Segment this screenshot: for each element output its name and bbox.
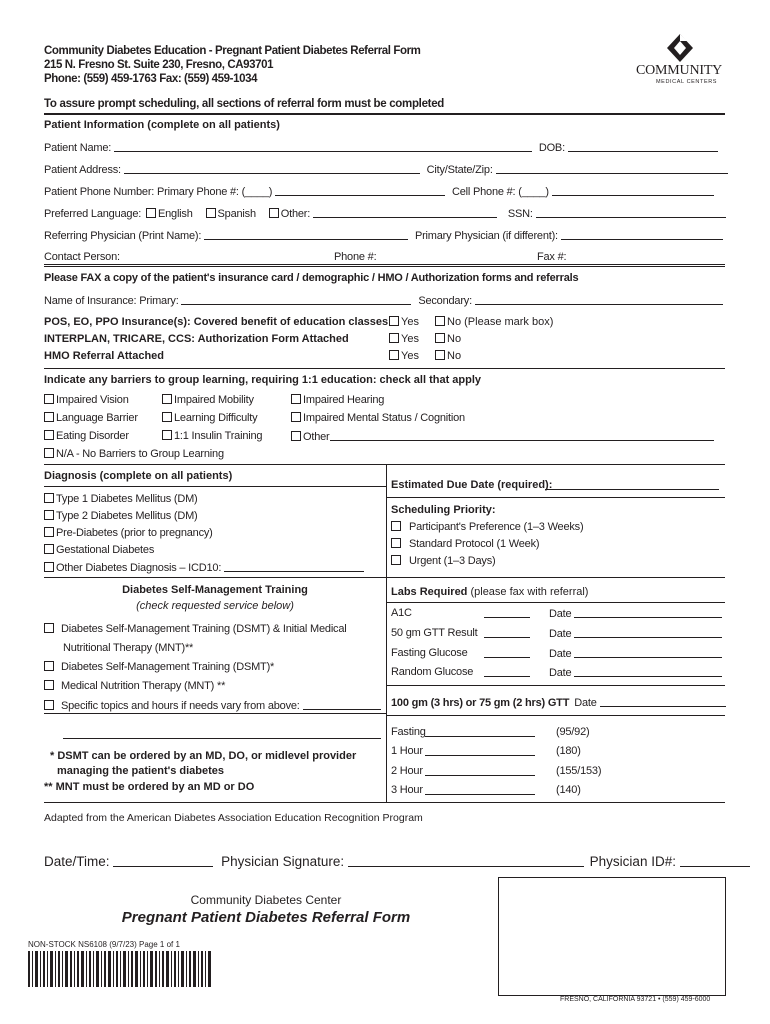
lab-result-field[interactable] [484,607,530,618]
checkbox[interactable] [44,510,54,520]
priority-label: Standard Protocol (1 Week) [409,538,540,550]
barrier-label: N/A - No Barriers to Group Learning [56,448,224,460]
barrier-label: Impaired Vision [56,394,129,406]
diagnosis-item [44,561,364,574]
gtt-reference: (180) [556,745,581,757]
divider [386,602,725,603]
lab-name: 50 gm GTT Result [391,627,478,639]
gtt-reference: (95/92) [556,726,590,738]
datetime-field[interactable] [113,853,213,867]
barrier-item [291,430,714,443]
diagnosis-label: Pre-Diabetes (prior to pregnancy) [56,527,213,539]
checkbox[interactable] [291,394,301,404]
barrier-item [162,412,257,424]
logo-subtitle: MEDICAL CENTERS [656,79,718,85]
gtt-hour-row [391,784,423,796]
label-box[interactable] [498,877,726,996]
checkbox[interactable] [44,562,54,572]
no-checkbox[interactable] [435,350,445,360]
cell-phone-label: Cell Phone #: (____) [451,186,549,198]
barrier-label: Language Barrier [56,412,138,424]
barrier-item [44,430,129,442]
divider [44,368,725,369]
barrier-item [44,448,224,460]
gtt-row [391,696,726,709]
priority-label: Urgent (1–3 Days) [409,555,496,567]
primary-insurance-label: Name of Insurance: Primary: [44,295,179,307]
dsmt-item [44,623,347,635]
lab-date-row [549,647,722,660]
dsmt-note-1: * DSMT can be ordered by an MD, DO, or midlevel provider [50,750,357,762]
datetime-label: Date/Time: [44,854,110,869]
dsmt-note-2: ** MNT must be ordered by an MD or DO [44,781,255,793]
physician-id-label: Physician ID#: [589,854,676,869]
gtt-hour-row [391,745,423,757]
checkbox[interactable] [44,700,54,710]
dsmt-label: Diabetes Self-Management Training (DSMT) & Initial Medical [61,623,347,635]
priority-item [391,521,583,533]
checkbox[interactable] [44,661,54,671]
diagnosis-item [44,510,198,522]
dob-field[interactable] [568,141,718,152]
checkbox[interactable] [162,394,172,404]
specific-topics-line[interactable] [63,728,381,739]
barrier-label: Other [303,431,330,443]
contact-phone-label: Phone #: [334,251,377,263]
dsmt-item-continued: Nutritional Therapy (MNT)** [63,642,194,654]
divider [44,486,386,487]
primary-phone-field[interactable] [275,185,445,196]
specific-topics-field[interactable] [303,699,381,710]
lab-date-field[interactable] [574,647,722,658]
diagnosis-label: Type 2 Diabetes Mellitus (DM) [56,510,198,522]
signature-label: Physician Signature: [221,854,345,869]
divider [44,713,386,714]
address-field[interactable] [124,163,420,174]
primary-physician-label: Primary Physician (if different): [414,230,558,242]
spanish-label: Spanish [217,208,256,220]
checkbox[interactable] [44,544,54,554]
dsmt-title: Diabetes Self-Management Training [122,584,308,596]
lab-date-row [549,627,722,640]
barrier-label: Impaired Hearing [303,394,385,406]
dsmt-item [44,661,274,673]
patient-name-label: Patient Name: [44,142,112,154]
priority-label: Participant's Preference (1–3 Weeks) [409,521,584,533]
diagnosis-item [44,544,154,556]
phone-row [44,185,714,198]
logo-name: COMMUNITY [636,63,723,78]
header-address: 215 N. Fresno St. Suite 230, Fresno, CA93701 [44,59,274,71]
insurance-name-row [44,294,723,307]
labs-title-row [391,586,588,598]
insurance-row-2-label: INTERPLAN, TRICARE, CCS: Authorization Form Attached [44,333,349,345]
scheduling-title: Scheduling Priority: [391,504,496,516]
gtt-hour-label: 3 Hour [391,784,423,796]
divider [386,715,725,716]
lab-row [391,666,473,678]
checkbox[interactable] [291,412,301,422]
icd10-field[interactable] [224,561,364,572]
labs-title: Labs Required [391,586,468,598]
yes-label: Yes [401,316,419,328]
cell-phone-field[interactable] [552,185,714,196]
barrier-item [44,412,138,424]
patient-name-field[interactable] [114,141,532,152]
date-label: Date [549,608,572,620]
diagnosis-label: Type 1 Diabetes Mellitus (DM) [56,493,198,505]
divider [386,497,725,498]
lab-row [391,607,412,619]
lab-result-field[interactable] [484,647,530,658]
lab-date-row [549,666,722,679]
referring-physician-label: Referring Physician (Print Name): [44,230,202,242]
gtt-hour-row [391,765,423,777]
barrier-label: Impaired Mobility [174,394,254,406]
city-label: City/State/Zip: [426,164,493,176]
lab-name: Fasting Glucose [391,647,468,659]
dsmt-subtitle: (check requested service below) [136,600,294,612]
center-name: Community Diabetes Center [190,893,342,907]
yes-checkbox[interactable] [389,350,399,360]
no-checkbox[interactable] [435,316,445,326]
lab-date-field[interactable] [574,627,722,638]
divider [386,577,725,578]
yes-checkbox[interactable] [389,316,399,326]
address-row [44,163,728,176]
form-header-title: Community Diabetes Education - Pregnant Patient Diabetes Referral Form [44,45,421,57]
divider [44,577,386,578]
gtt-hour-row [391,726,426,738]
diagnosis-item [44,493,198,505]
gtt-result-field[interactable] [425,784,535,795]
other-language-checkbox[interactable] [269,208,279,218]
footer-address: FRESNO, CALIFORNIA 93721 • (559) 459-6000 [560,996,711,1003]
barrier-label: Impaired Mental Status / Cognition [303,412,465,424]
barrier-label: Learning Difficulty [174,412,258,424]
gtt-hour-label: Fasting [391,726,426,738]
diagnosis-label: Other Diabetes Diagnosis – ICD10: [56,562,222,574]
ssn-field[interactable] [536,207,726,218]
lab-row [391,647,467,659]
checkbox[interactable] [391,521,401,531]
gtt-hour-label: 2 Hour [391,765,423,777]
logo-mark-icon [665,32,695,64]
language-row [44,207,726,220]
header-phone: Phone: (559) 459-1763 Fax: (559) 459-1034 [44,73,258,85]
date-label: Date [549,667,572,679]
insurance-row-1-label: POS, EO, PPO Insurance(s): Covered benefit of education classes [44,316,389,328]
insurance-row-1-options [389,316,553,328]
lab-name: A1C [391,607,412,619]
form-title: Pregnant Patient Diabetes Referral Form [121,909,411,926]
barcode-icon [28,951,214,989]
yes-label: Yes [401,333,419,345]
priority-item [391,555,495,567]
patient-name-row [44,141,718,154]
gtt-reference: (155/153) [556,765,602,777]
checkbox[interactable] [162,430,172,440]
gtt-date-label: Date [574,697,597,709]
secondary-insurance-label: Secondary: [418,295,472,307]
diagnosis-title: Diagnosis (complete on all patients) [44,470,233,482]
yes-checkbox[interactable] [389,333,399,343]
referring-physician-field[interactable] [204,229,408,240]
city-field[interactable] [496,163,728,174]
date-label: Date [549,628,572,640]
gtt-result-field[interactable] [425,745,535,756]
barrier-label: 1:1 Insulin Training [174,430,263,442]
barrier-label: Eating Disorder [56,430,129,442]
yes-label: Yes [401,350,419,362]
checkbox[interactable] [44,527,54,537]
diagnosis-label: Gestational Diabetes [56,544,155,556]
lab-name: Random Glucose [391,666,474,678]
date-label: Date [549,648,572,660]
checkbox[interactable] [391,555,401,565]
divider [386,685,725,686]
due-date-field[interactable] [545,479,719,490]
no-label: No [447,350,462,362]
gtt-title: 100 gm (3 hrs) or 75 gm (2 hrs) GTT [391,697,570,709]
barrier-item [44,394,129,406]
dsmt-label: Specific topics and hours if needs vary from above: [61,700,300,712]
lab-result-field[interactable] [484,627,530,638]
contact-row [44,251,725,265]
dsmt-item [44,699,381,712]
primary-insurance-field[interactable] [181,294,411,305]
checkbox[interactable] [291,431,301,441]
checkbox[interactable] [44,430,54,440]
other-language-field[interactable] [313,207,497,218]
insurance-row-3-options [389,350,461,362]
lab-date-row [549,607,722,620]
primary-physician-field[interactable] [561,229,723,240]
primary-phone-label: Patient Phone Number: Primary Phone #: (____) [44,186,273,198]
fax-note: Please FAX a copy of the patient's insurance card / demographic / HMO / Authorization forms and referrals [44,272,579,284]
gtt-result-field[interactable] [425,726,535,737]
physician-row [44,229,723,242]
barrier-item [162,394,254,406]
due-date-label: Estimated Due Date (required): [391,479,553,491]
dsmt-label: Medical Nutrition Therapy (MNT) ** [61,680,226,692]
no-label: No [447,333,462,345]
checkbox[interactable] [44,493,54,503]
english-label: English [157,208,193,220]
gtt-result-field[interactable] [425,765,535,776]
signature-field[interactable] [348,853,584,867]
divider [44,802,725,803]
barriers-title: Indicate any barriers to group learning, requiring 1:1 education: check all that apply [44,374,482,386]
address-label: Patient Address: [44,164,121,176]
column-divider [386,464,387,802]
gtt-reference: (140) [556,784,581,796]
dob-label: DOB: [538,142,565,154]
other-language-label: Other: [280,208,311,220]
dsmt-item [44,680,225,692]
adapted-note: Adapted from the American Diabetes Association Education Recognition Program [44,812,423,824]
insurance-row-3-label: HMO Referral Attached [44,350,165,362]
english-checkbox[interactable] [146,208,156,218]
labs-note: (please fax with referral) [470,586,589,598]
other-barrier-field[interactable] [330,430,714,441]
checkbox[interactable] [44,680,54,690]
secondary-insurance-field[interactable] [475,294,723,305]
dsmt-label: Diabetes Self-Management Training (DSMT)* [61,661,275,673]
checkbox[interactable] [44,394,54,404]
spanish-checkbox[interactable] [206,208,216,218]
barrier-item [291,394,384,406]
no-label: No (Please mark box) [447,316,554,328]
gtt-date-field[interactable] [600,696,726,707]
ssn-label: SSN: [507,208,533,220]
barrier-item [291,412,465,424]
language-label: Preferred Language: [44,208,142,220]
priority-item [391,538,539,550]
lab-date-field[interactable] [574,607,722,618]
checkbox[interactable] [162,412,172,422]
signature-row [44,853,750,869]
checkbox[interactable] [44,623,54,633]
divider [44,266,725,267]
barrier-item [162,430,262,442]
contact-label: Contact Person: [44,251,120,263]
notice: To assure prompt scheduling, all sections of referral form must be completed [44,98,445,110]
lab-result-field[interactable] [484,666,530,677]
physician-id-field[interactable] [680,853,750,867]
lab-date-field[interactable] [574,666,722,677]
dsmt-note-1-continued: managing the patient's diabetes [57,765,225,777]
diagnosis-item [44,527,213,539]
divider [44,113,725,115]
gtt-hour-label: 1 Hour [391,745,423,757]
checkbox[interactable] [44,448,54,458]
insurance-row-2-options [389,333,461,345]
patient-info-title: Patient Information (complete on all patients) [44,119,280,131]
stock-number: NON-STOCK NS6108 (9/7/23) Page 1 of 1 [28,940,180,949]
checkbox[interactable] [391,538,401,548]
no-checkbox[interactable] [435,333,445,343]
checkbox[interactable] [44,412,54,422]
contact-fax-label: Fax #: [537,251,567,263]
divider [44,464,725,465]
lab-row [391,627,477,639]
